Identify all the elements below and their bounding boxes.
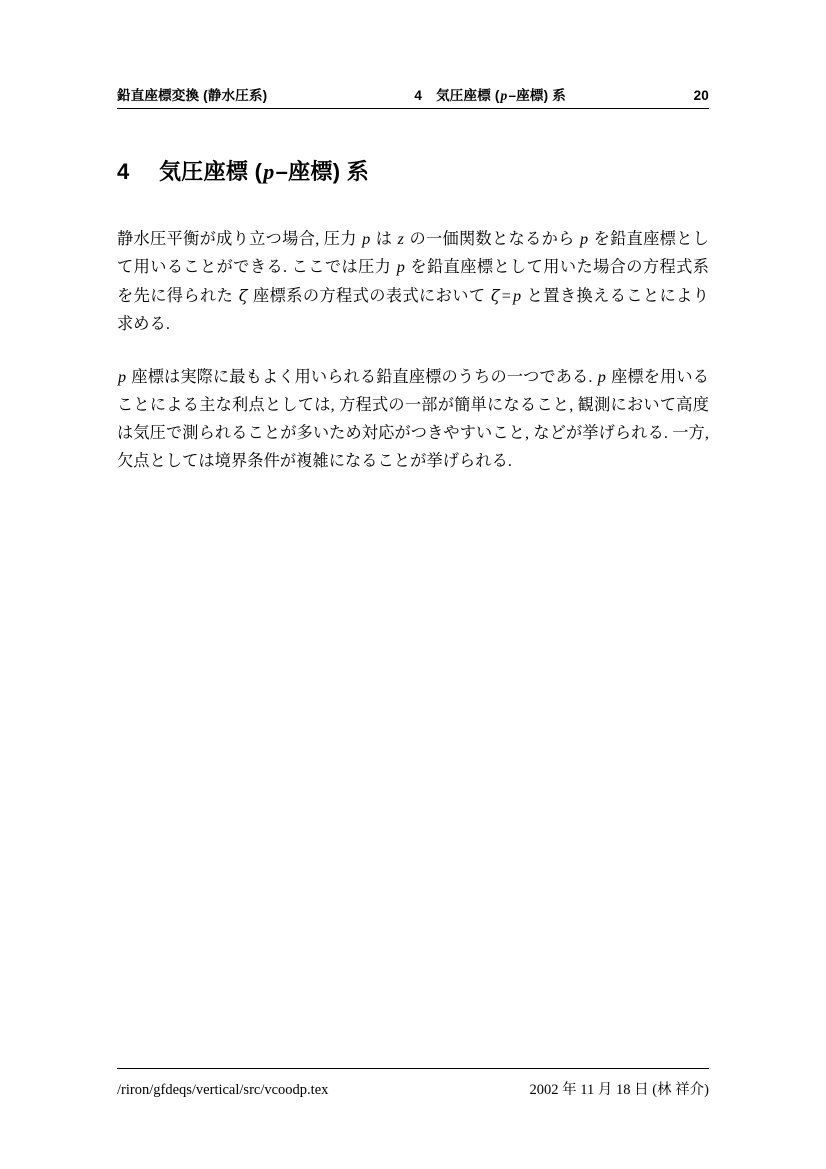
p1-text-2: は <box>371 230 397 248</box>
section-title-post: –座標) 系 <box>275 159 370 184</box>
page-number: 20 <box>693 88 709 103</box>
header-rule <box>117 108 709 109</box>
page-content <box>117 84 709 476</box>
footer-rule <box>117 1068 709 1069</box>
running-header-title-post: –座標) 系 <box>508 88 566 103</box>
p2-var-p-2: p <box>597 368 606 387</box>
p1-var-zeta-2: ζ <box>490 285 500 305</box>
running-header-left: 鉛直座標変換 (静水圧系) <box>117 88 268 103</box>
section-title-pre: 気圧座標 ( <box>159 159 263 184</box>
running-header-title-pre: 気圧座標 ( <box>436 88 500 103</box>
section-title <box>159 155 709 186</box>
page-footer <box>117 1068 709 1099</box>
p1-text-6: 座標系の方程式の表式において <box>248 286 490 305</box>
p2-text-2: 座標を用いることによる主な利点としては, 方程式の一部が簡単になること, 観測において高度は気圧で測られることが多いため対応がつきやすいこと, などが挙げられる. 一方, 欠点としては境界条件が複雑になることが挙げられる. <box>117 368 709 471</box>
running-header-title-variable: p <box>500 88 508 103</box>
p1-text-1: 静水圧平衡が成り立つ場合, 圧力 <box>117 230 362 248</box>
paragraph-2 <box>117 364 709 475</box>
p1-var-z: z <box>397 230 405 248</box>
p2-var-p-1: p <box>118 368 127 387</box>
p1-var-p-1: p <box>362 230 371 248</box>
p1-text-7: と置き換えることにより求める. <box>117 286 709 333</box>
paragraph-1 <box>117 226 709 338</box>
p1-var-zeta-1: ζ <box>238 285 248 305</box>
p1-var-p-3: p <box>396 257 405 276</box>
p1-text-3: の一価関数となるから <box>405 230 580 248</box>
p1-text-4: を鉛直座標として用いることができる. ここでは圧力 <box>117 230 709 276</box>
running-header-center <box>267 84 683 104</box>
p1-var-p-4: p <box>513 286 522 305</box>
p1-operator-equals: = <box>501 286 512 305</box>
p1-var-p-2: p <box>580 230 589 248</box>
p1-text-5: を鉛直座標として用いた場合の方程式系を先に得られた <box>117 257 709 305</box>
section-number: 4 <box>117 159 130 184</box>
running-header <box>117 84 709 104</box>
p2-text-1: 座標は実際に最もよく用いられる鉛直座標のうちの一つである. <box>127 368 597 387</box>
footer-date-author: 2002 年 11 月 18 日 (林 祥介) <box>529 1082 709 1098</box>
footer-source-path: /riron/gfdeqs/vertical/src/vcoodp.tex <box>117 1082 329 1098</box>
section-heading <box>117 155 709 186</box>
section-title-variable: p <box>263 159 275 184</box>
running-header-section-number: 4 <box>414 88 423 103</box>
